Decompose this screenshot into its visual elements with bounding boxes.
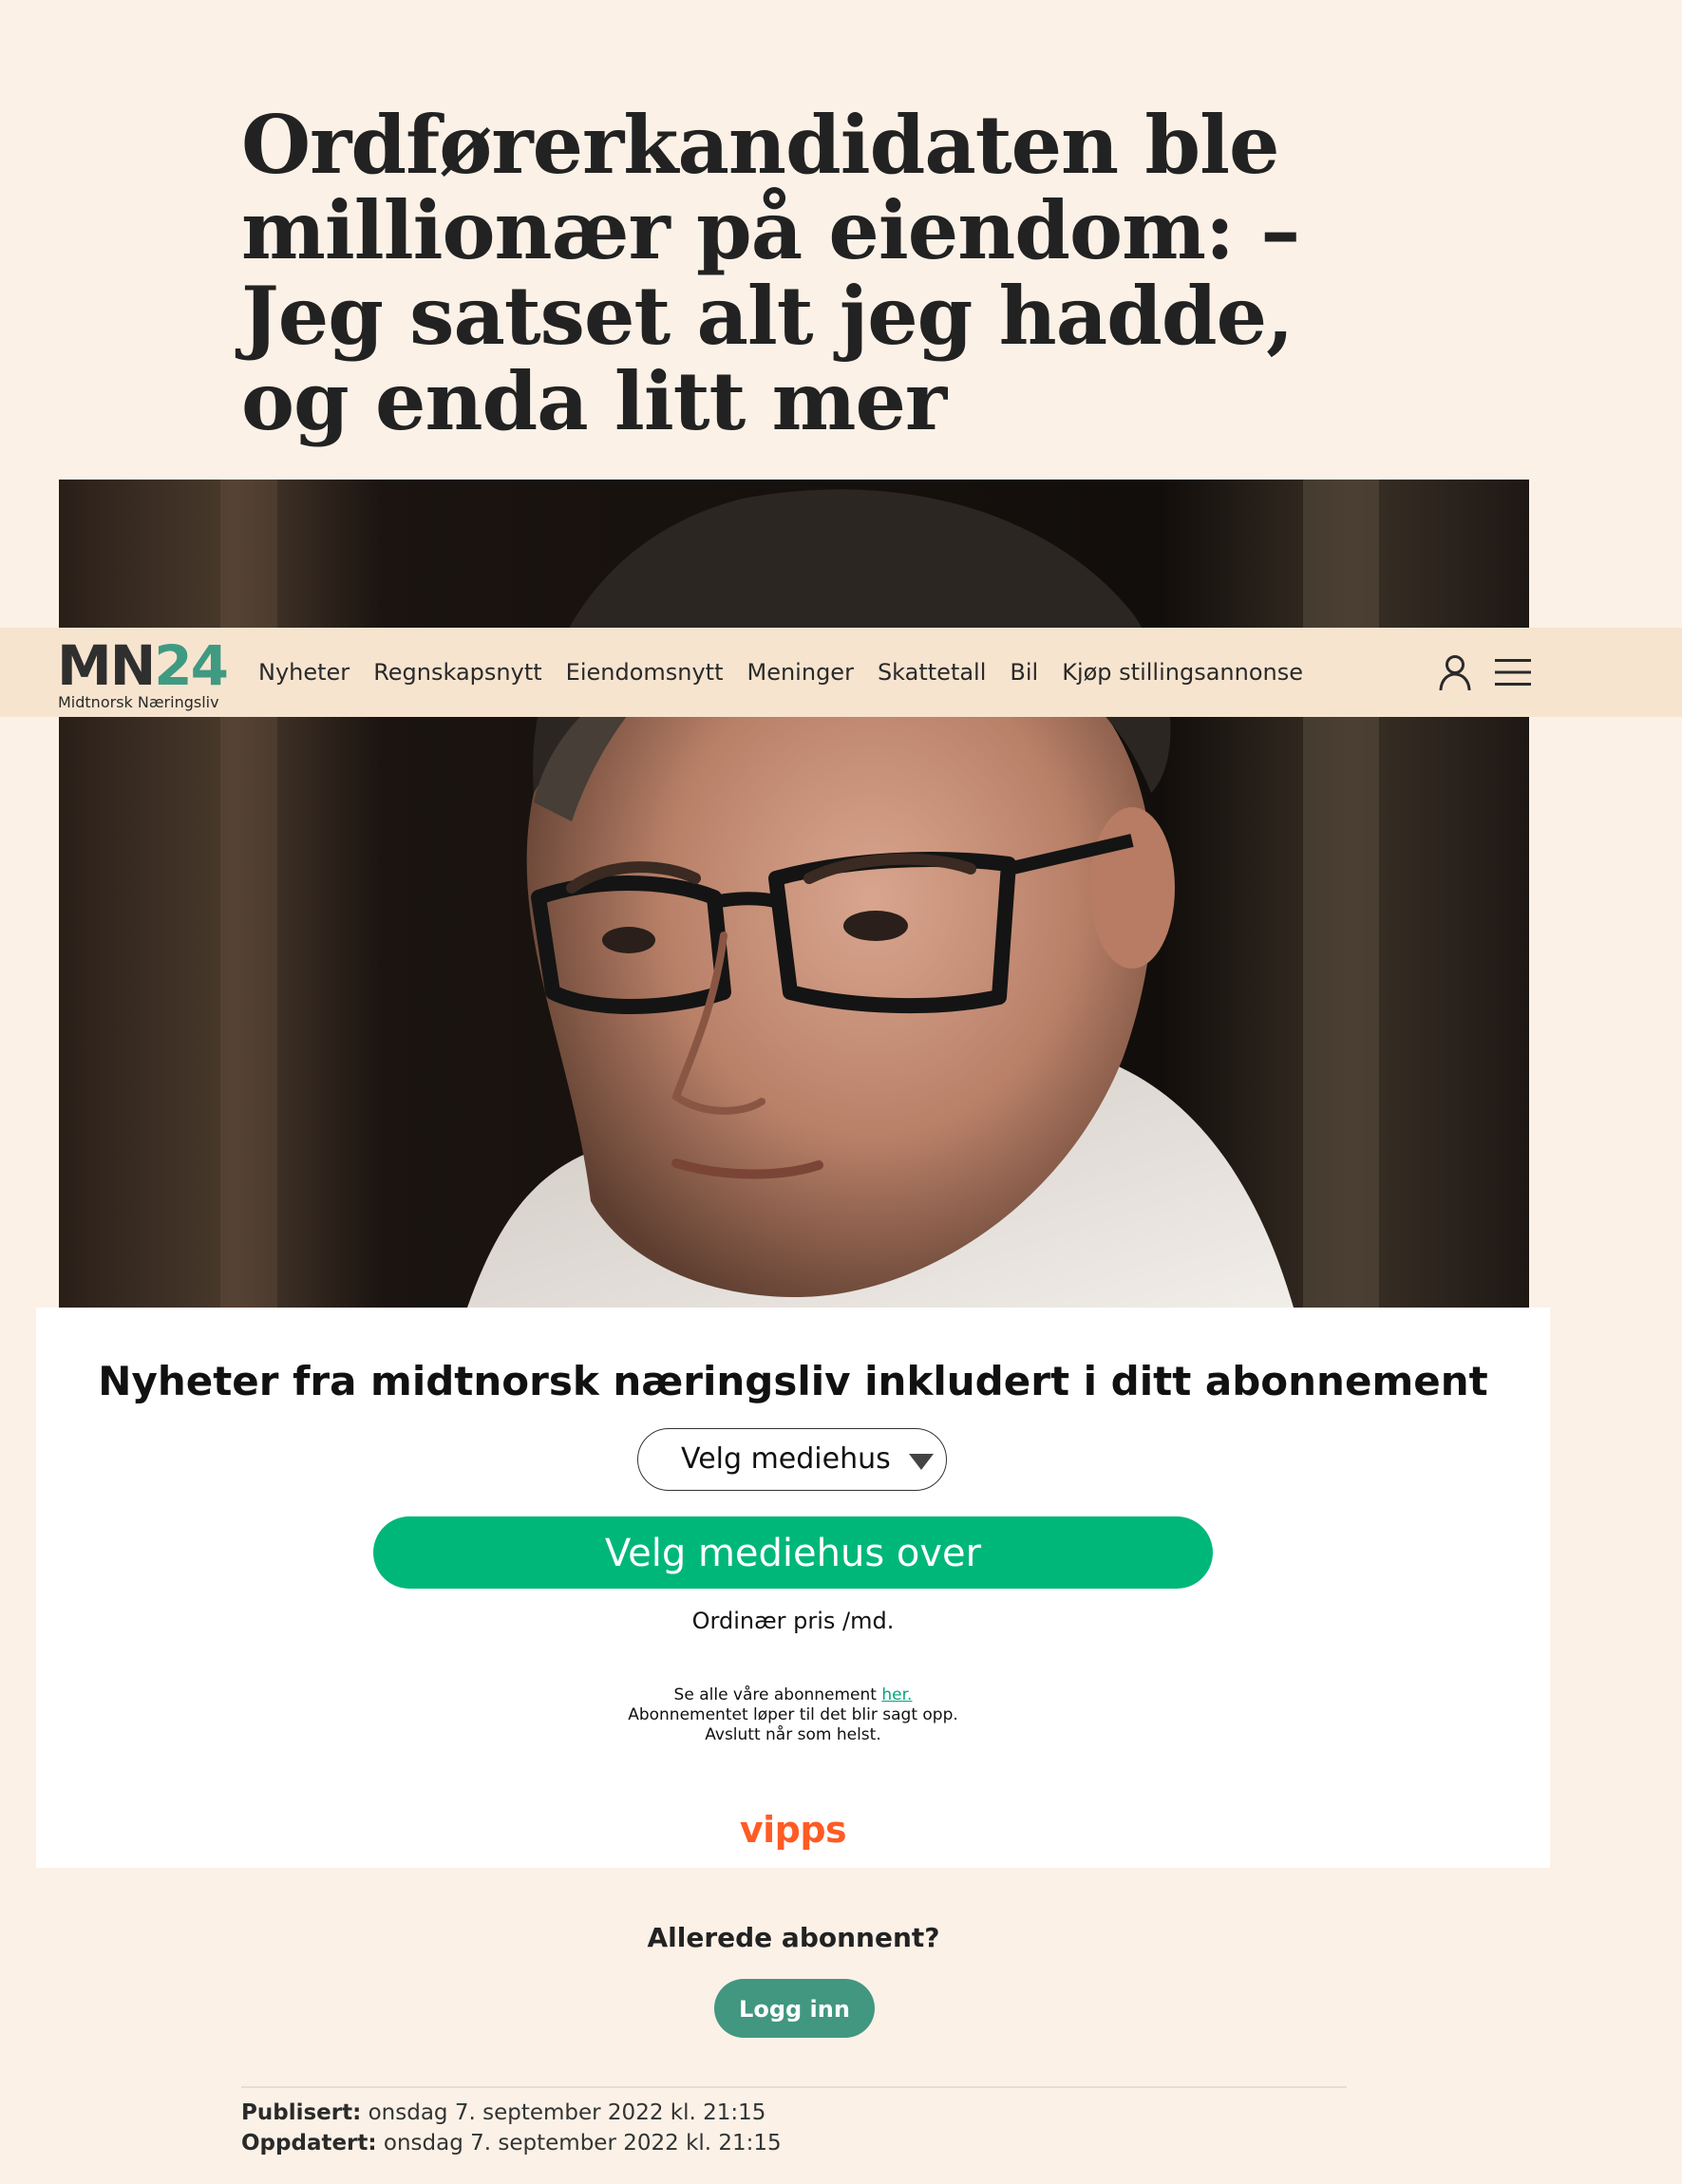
price-text: Ordinær pris /md. xyxy=(691,1608,895,1634)
article-headline: Ordførerkandidaten ble millionær på eiendom: – Jeg satset alt jeg hadde, og enda litt mer xyxy=(241,98,1300,448)
logo-main-text: MN xyxy=(57,633,155,698)
vipps-logo: vipps xyxy=(739,1809,847,1851)
logo-subtitle: Midtnorsk Næringsliv xyxy=(58,693,219,711)
updated-date xyxy=(241,2129,782,2157)
media-house-select[interactable] xyxy=(637,1428,947,1491)
paywall-heading: Nyheter fra midtnorsk næringsliv inkludert i ditt abonnement xyxy=(98,1358,1488,1404)
nav-item-nyheter[interactable]: Nyheter xyxy=(258,659,350,686)
nav-item-bil[interactable]: Bil xyxy=(1010,659,1039,686)
hero-image xyxy=(59,480,1529,1308)
fineprint-prefix: Se alle våre abonnement xyxy=(673,1685,877,1704)
portrait-photo xyxy=(59,480,1529,1308)
nav-item-eiendomsnytt[interactable]: Eiendomsnytt xyxy=(565,659,724,686)
nav-item-kjop-stillingsannonse[interactable]: Kjøp stillingsannonse xyxy=(1062,659,1303,686)
fineprint-line-2: Abonnementet løper til det blir sagt opp. xyxy=(628,1705,958,1724)
subscription-fineprint xyxy=(36,1685,1550,1745)
meta-divider xyxy=(241,2086,1347,2088)
choose-media-house-button[interactable]: Velg mediehus over xyxy=(373,1516,1213,1589)
updated-value: onsdag 7. september 2022 kl. 21:15 xyxy=(383,2131,782,2156)
select-value: Velg mediehus xyxy=(681,1442,891,1476)
main-nav xyxy=(258,628,1327,717)
published-value: onsdag 7. september 2022 kl. 21:15 xyxy=(368,2100,766,2125)
nav-item-meninger[interactable]: Meninger xyxy=(747,659,854,686)
fineprint-line-3: Avslutt når som helst. xyxy=(705,1725,881,1744)
site-logo[interactable] xyxy=(57,635,228,711)
logo-accent-text: 24 xyxy=(154,633,227,698)
caret-down-icon xyxy=(909,1454,934,1470)
menu-icon[interactable] xyxy=(1495,656,1531,688)
site-header xyxy=(0,628,1682,717)
published-label: Publisert: xyxy=(241,2100,362,2125)
logo-wordmark xyxy=(57,635,227,696)
nav-item-skattetall[interactable]: Skattetall xyxy=(877,659,987,686)
updated-label: Oppdatert: xyxy=(241,2131,377,2156)
nav-item-regnskapsnytt[interactable]: Regnskapsnytt xyxy=(373,659,542,686)
already-subscriber-text: Allerede abonnent? xyxy=(647,1922,940,1953)
subscription-paywall xyxy=(36,1308,1550,1868)
login-button[interactable]: Logg inn xyxy=(714,1979,875,2038)
fineprint-line-1 xyxy=(36,1685,1550,1705)
published-date xyxy=(241,2099,765,2127)
user-icon[interactable] xyxy=(1439,654,1471,690)
see-all-subscriptions-link[interactable]: her. xyxy=(881,1685,913,1704)
